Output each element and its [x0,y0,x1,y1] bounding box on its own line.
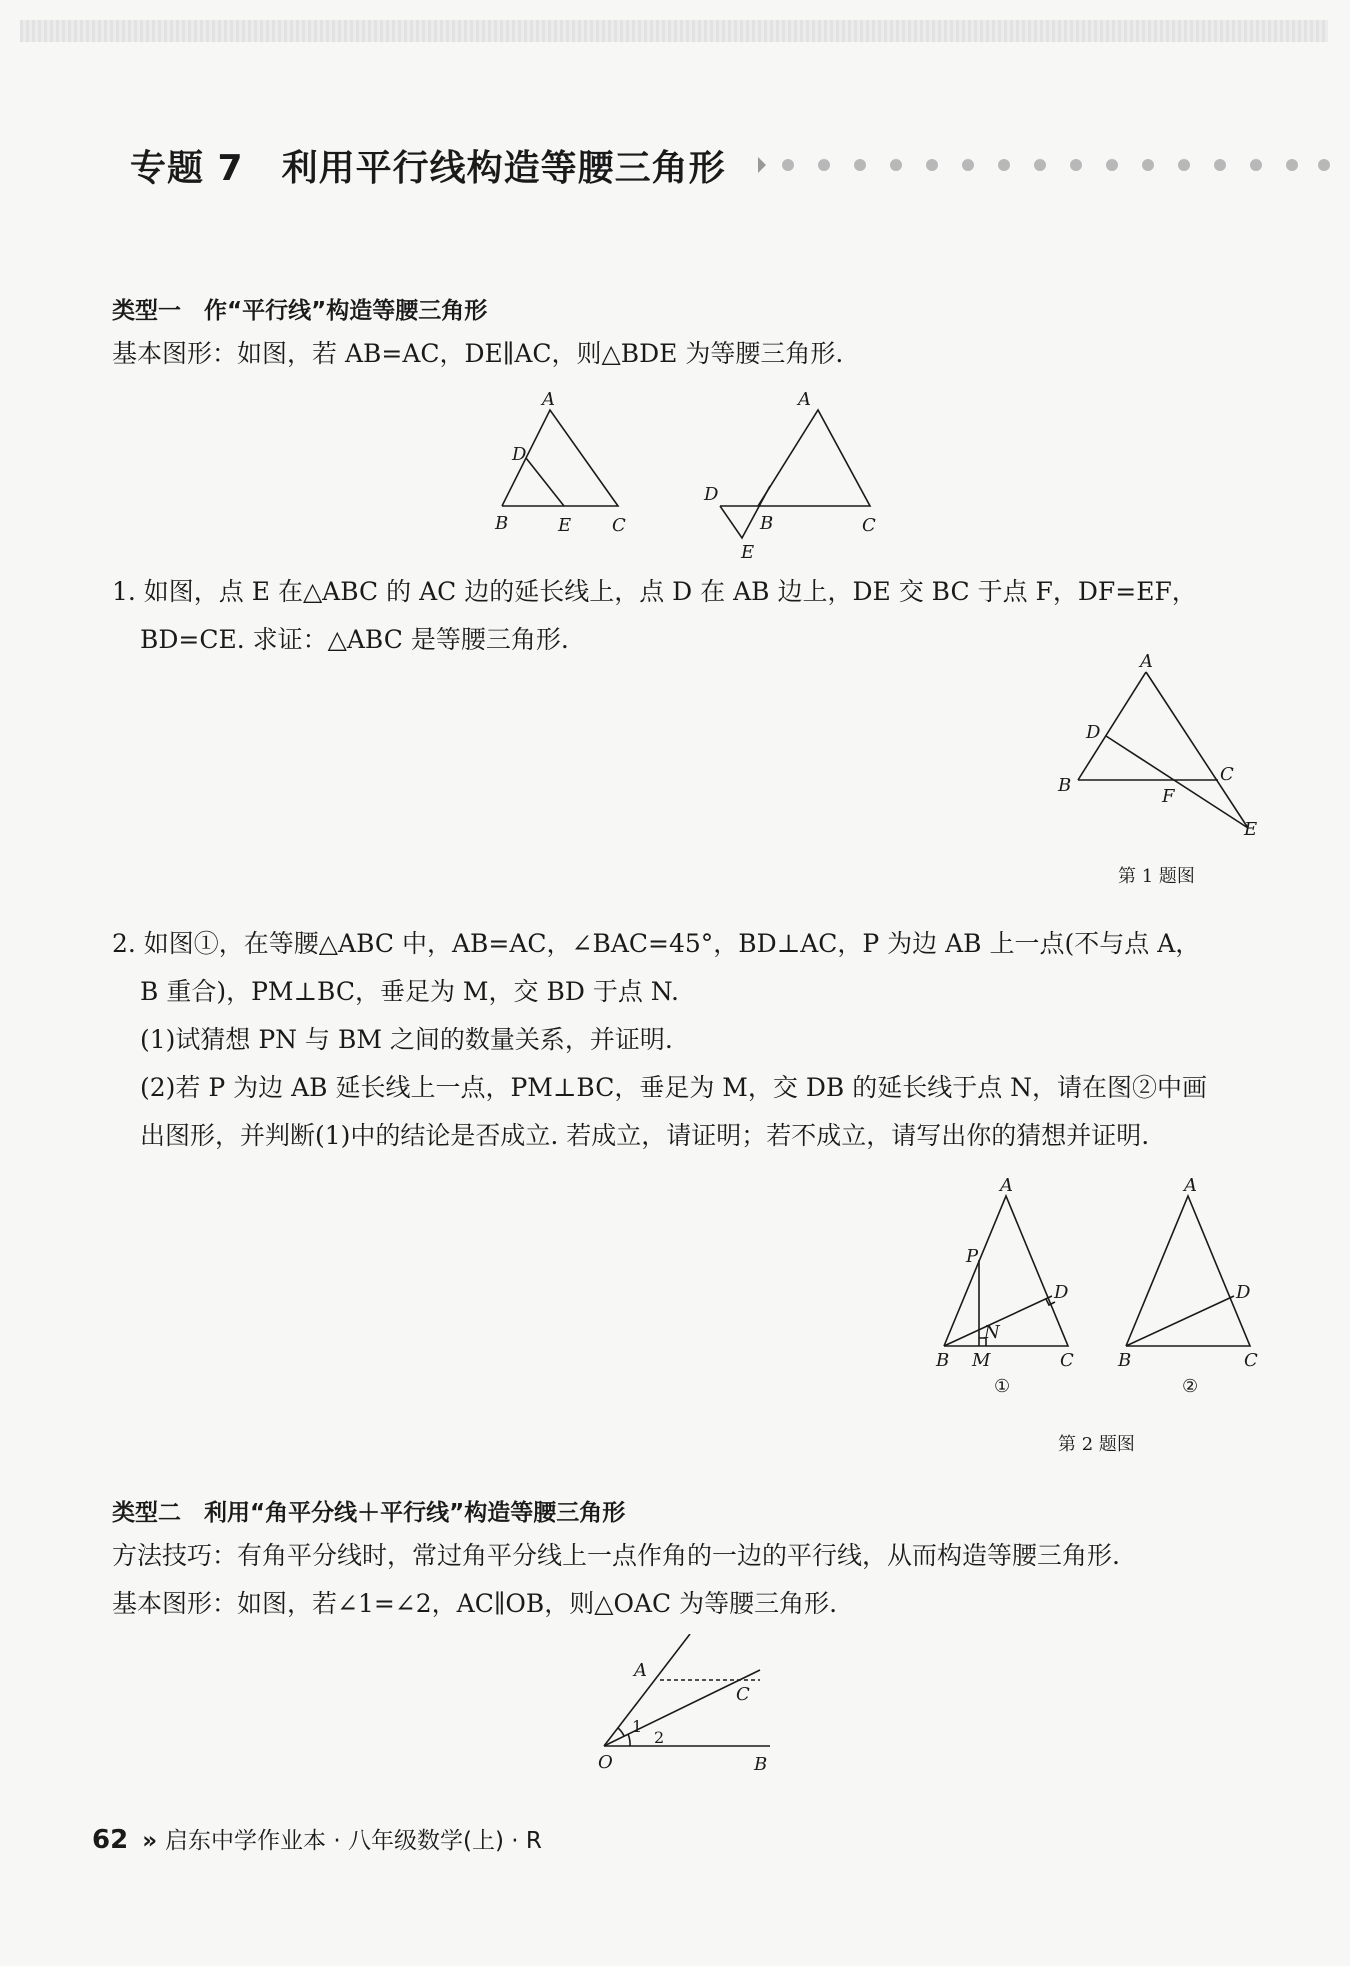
label-B: B [495,513,509,534]
label-P: P [966,1246,979,1267]
q1-caption: 第 1 题图 [1118,866,1195,887]
label-M: M [972,1350,991,1371]
q2-figure-1 [928,1168,1088,1400]
label-C: C [862,515,876,536]
q2-part1: (1)试猜想 PN 与 BM 之间的数量关系，并证明. [140,1025,673,1054]
label-C: C [1220,764,1234,785]
type2-figure [588,1634,788,1774]
title-dot-leader [758,153,1330,177]
label-C: C [736,1684,750,1705]
q2-figure-2 [1112,1168,1272,1400]
q2-line1: 2. 如图①，在等腰△ABC 中，AB=AC，∠BAC=45°，BD⊥AC，P 为边 AB 上一点(不与点 A， [112,929,1201,958]
label-E: E [558,515,572,536]
q2-line2: B 重合)，PM⊥BC，垂足为 M，交 BD 于点 N. [140,977,679,1006]
label-C: C [612,515,626,536]
page-title [130,140,726,191]
q2-part2-line1: (2)若 P 为边 AB 延长线上一点，PM⊥BC，垂足为 M，交 DB 的延长线于点 N，请在图②中画 [140,1073,1208,1102]
label-A: A [798,389,811,410]
q1-line2: BD=CE. 求证：△ABC 是等腰三角形. [140,625,569,654]
label-A: A [634,1660,647,1681]
label-D: D [1236,1282,1251,1303]
type2-heading: 类型二 利用“角平分线＋平行线”构造等腰三角形 [112,1500,626,1526]
q2-part2-line2: 出图形，并判断(1)中的结论是否成立. 若成立，请证明；若不成立，请写出你的猜想并证明. [140,1121,1150,1150]
figure-tag-1: ① [994,1376,1011,1397]
label-B: B [760,513,774,534]
label-O: O [598,1752,613,1773]
label-E: E [741,542,755,563]
label-N: N [984,1322,1000,1343]
page-footer [92,1822,542,1855]
page-number: 62 [92,1825,129,1855]
label-A: A [1000,1175,1013,1196]
topic-title: 利用平行线构造等腰三角形 [281,148,726,189]
double-chevron-icon: » [142,1828,158,1854]
label-E: E [1244,819,1258,840]
type1-basic-text: 基本图形：如图，若 AB=AC，DE∥AC，则△BDE 为等腰三角形. [112,339,844,368]
type2-basic-text: 基本图形：如图，若∠1=∠2，AC∥OB，则△OAC 为等腰三角形. [112,1589,838,1618]
label-D: D [1086,722,1101,743]
label-F: F [1162,786,1175,807]
label-D: D [704,484,719,505]
angle-2-label: 2 [654,1728,665,1747]
type1-heading: 类型一 作“平行线”构造等腰三角形 [112,298,488,324]
q1-line1: 1. 如图，点 E 在△ABC 的 AC 边的延长线上，点 D 在 AB 边上，DE 交 BC 于点 F，DF=EF， [112,577,1197,606]
label-B: B [1118,1350,1132,1371]
scan-top-edge [20,20,1328,42]
label-B: B [754,1754,768,1774]
label-D: D [1054,1282,1069,1303]
label-D: D [512,444,527,465]
label-B: B [1058,775,1072,796]
book-title: 启东中学作业本 · 八年级数学(上) · R [165,1828,542,1854]
angle-1-label: 1 [632,1717,643,1736]
label-C: C [1060,1350,1074,1371]
type2-method-text: 方法技巧：有角平分线时，常过角平分线上一点作角的一边的平行线，从而构造等腰三角形. [112,1541,1120,1570]
label-A: A [1140,651,1153,672]
label-C: C [1244,1350,1258,1371]
q2-caption: 第 2 题图 [1058,1434,1135,1455]
q1-figure [1050,650,1270,850]
basic-figure-1 [480,388,640,548]
figure-tag-2: ② [1182,1376,1199,1397]
label-B: B [936,1350,950,1371]
basic-figure-2 [700,388,890,568]
topic-number: 专题 7 [130,148,244,189]
label-A: A [1184,1175,1197,1196]
label-A: A [542,389,555,410]
